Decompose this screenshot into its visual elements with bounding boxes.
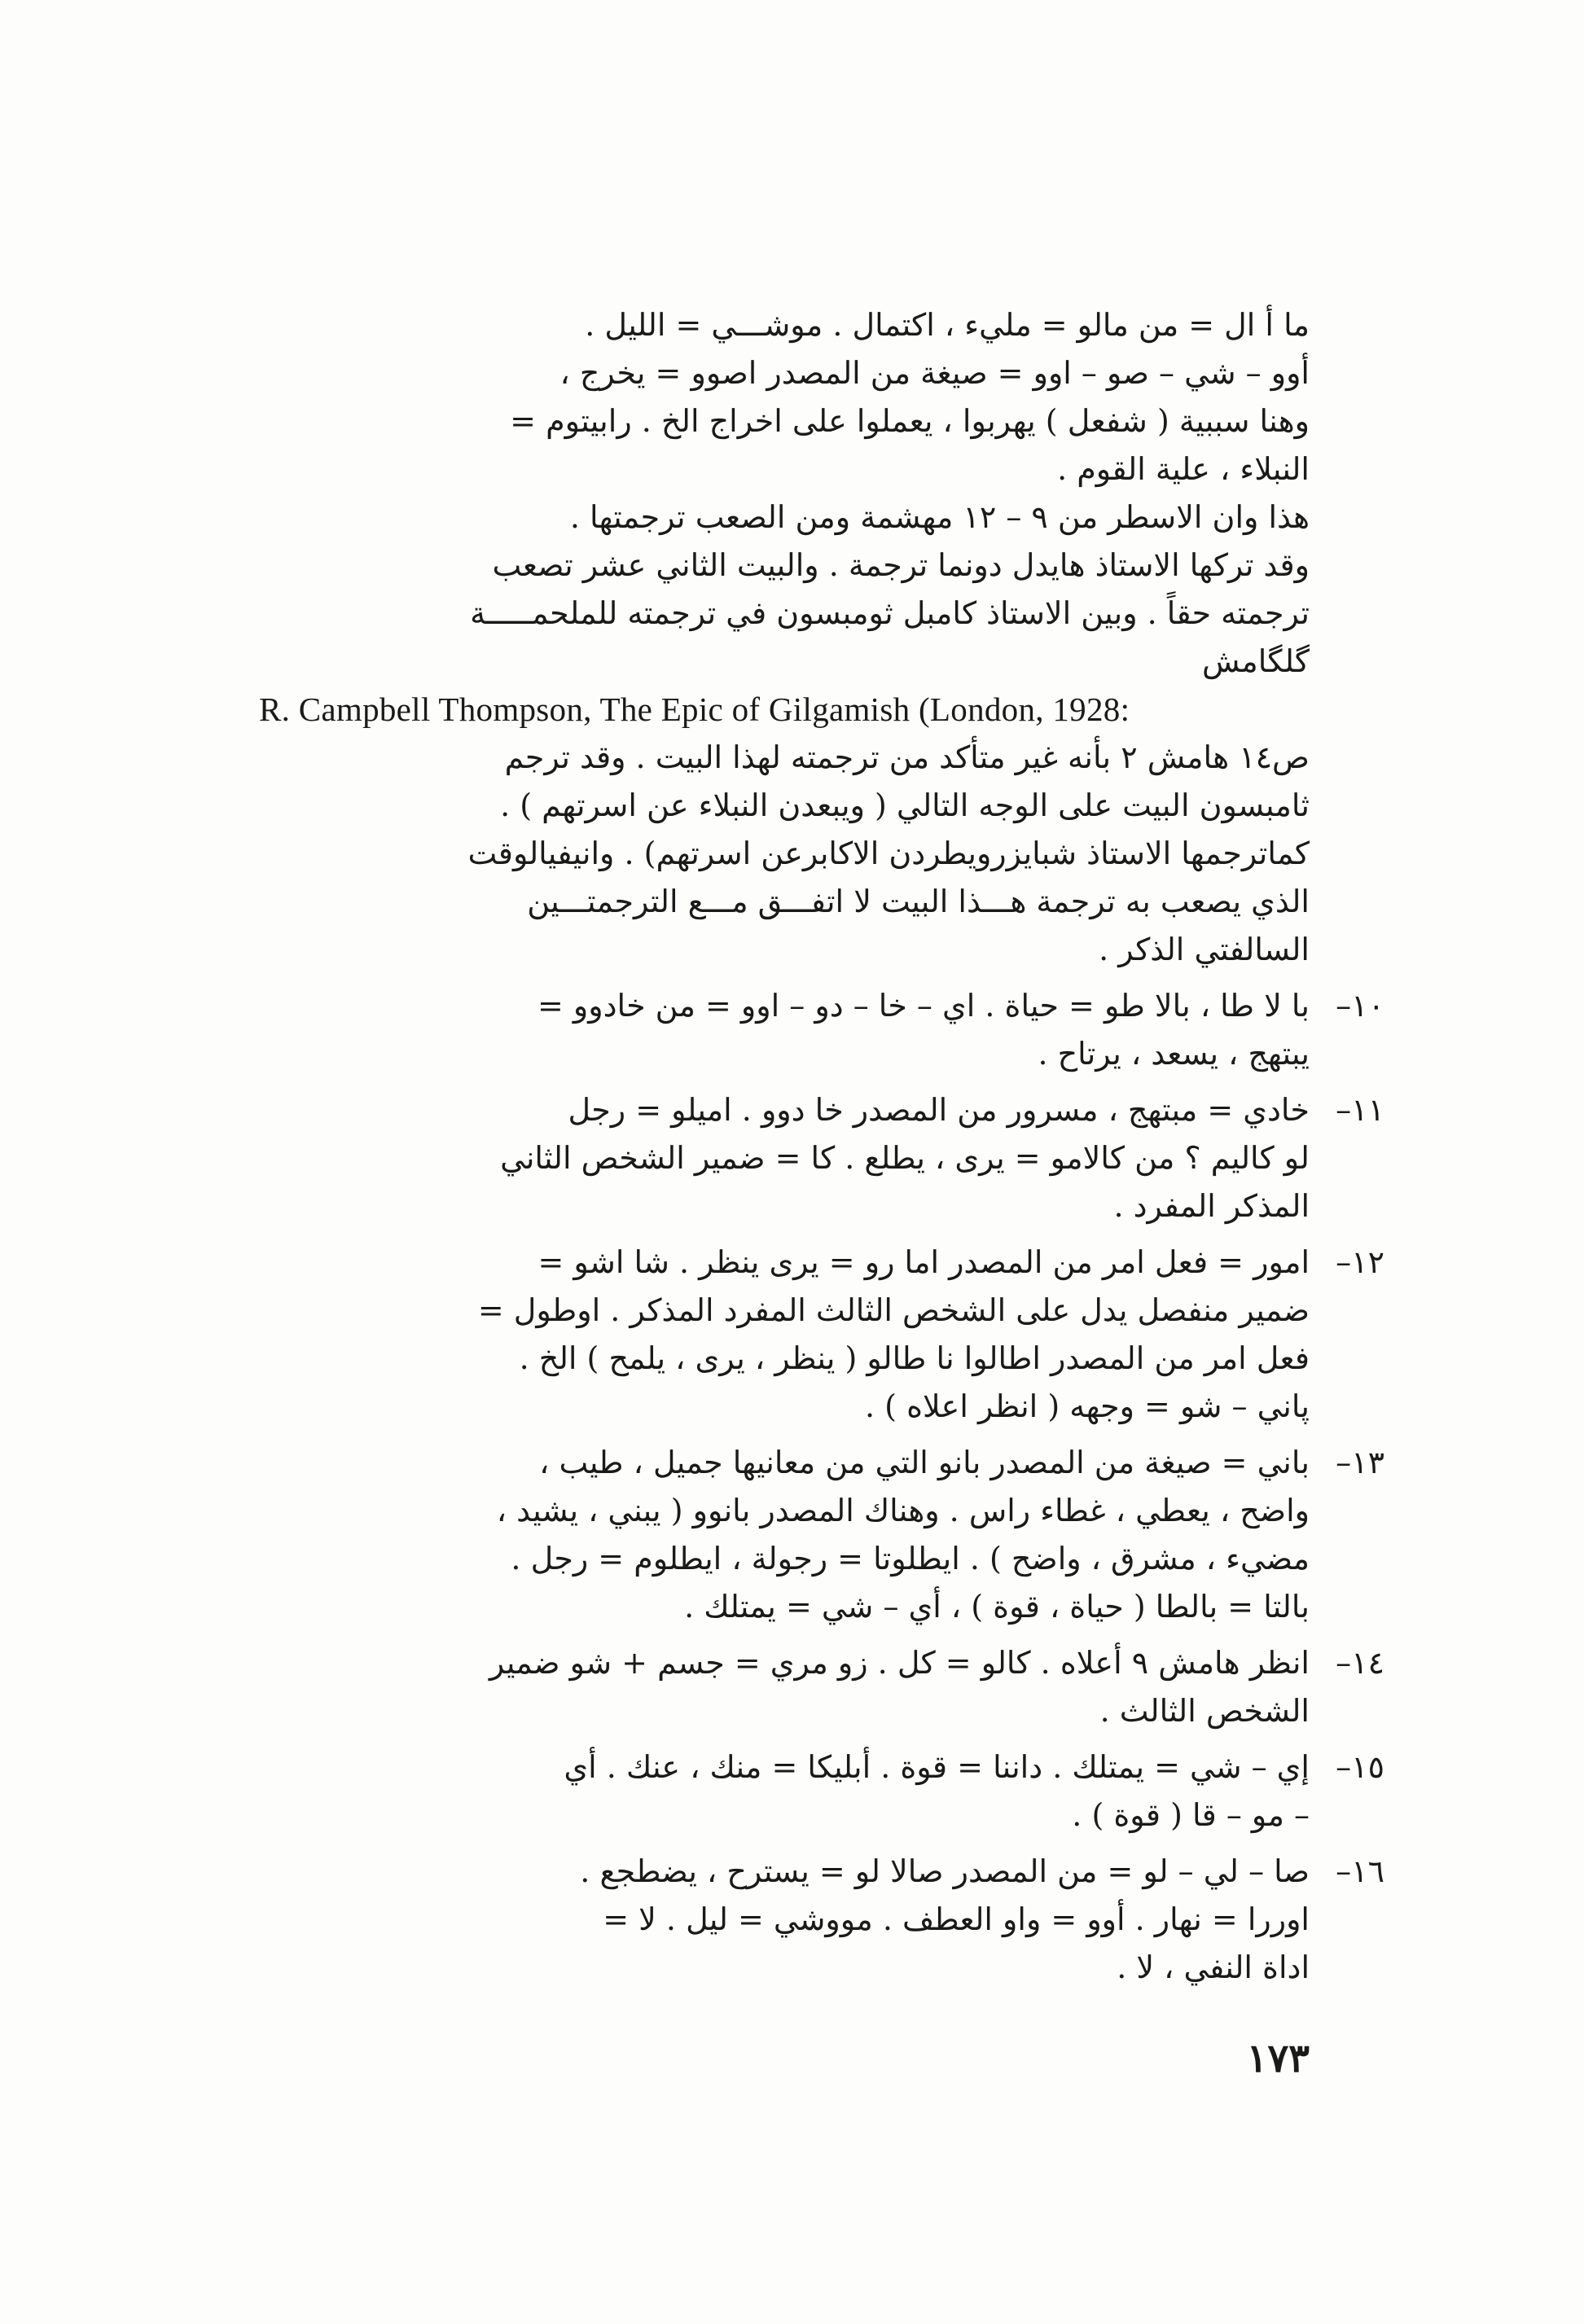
text-line: الشخص الثالث .: [1099, 1693, 1310, 1729]
page-number: ١٧٣: [1246, 2036, 1310, 2081]
footnote-number: ١٢–: [1336, 1244, 1384, 1280]
text-line: اوررا = نهار . أوو = واو العطف . مووشي = ليل . لا =: [603, 1901, 1310, 1937]
text-line: صا – لي – لو = من المصدر صالا لو = يسترح ، يضطجع .: [580, 1853, 1310, 1889]
text-line: ما أ ال = من مالو = مليء ، اكتمال . موشـــي = الليل .: [585, 307, 1310, 343]
text-line: باني = صيغة من المصدر بانو التي من معانيها جميل ، طيب ،: [539, 1445, 1310, 1480]
footnote-number: ١٠–: [1336, 988, 1384, 1024]
footnote-12: [259, 1239, 1384, 1431]
text-line: ضمير منفصل يدل على الشخص الثالث المفرد المذكر . اوطول =: [477, 1292, 1310, 1328]
footnote-number: ١١–: [1336, 1092, 1384, 1128]
text-line: پاني – شو = وجهه ( انظر اعلاه ) .: [865, 1388, 1310, 1424]
text-line: با لا طا ، بالا طو = حياة . اي – خا – دو – اوو = من خادوو =: [537, 988, 1310, 1024]
text-line: مضيء ، مشرق ، واضح ) . ايطلوتا = رجولة ، ايطلوم = رجل .: [511, 1541, 1310, 1576]
text-line: انظر هامش ٩ أعلاه . كالو = كل . زو مري = جسم + شو ضمير: [489, 1645, 1310, 1681]
text-line: هذا وان الاسطر من ٩ – ١٢ مهشمة ومن الصعب ترجمتها .: [569, 499, 1310, 535]
footnote-number: ١٦–: [1336, 1853, 1384, 1889]
text-line: المذكر المفرد .: [1113, 1188, 1310, 1224]
text-line: گلگامش: [1201, 643, 1310, 679]
footnote-15: [259, 1743, 1384, 1839]
footnote-13: [259, 1439, 1384, 1631]
text-line: – مو – قا ( قوة ) .: [1072, 1797, 1310, 1833]
footnote-16: [259, 1848, 1384, 1992]
text-line: السالفتي الذكر .: [1099, 932, 1310, 967]
text-line: الذي يصعب به ترجمة هـــذا البيت لا اتفـــق مـــع الترجمتـــين: [527, 884, 1310, 919]
text-line: واضح ، يعطي ، غطاء راس . وهناك المصدر بانوو ( يبني ، يشيد ،: [496, 1493, 1310, 1528]
footnote-10: [259, 982, 1384, 1078]
text-line: النبلاء ، علية القوم .: [1057, 451, 1310, 487]
intro-paragraph: [259, 301, 1310, 686]
footnote-11: [259, 1086, 1384, 1230]
text-line: خادي = مبتهج ، مسرور من المصدر خا دوو . اميلو = رجل: [568, 1092, 1310, 1128]
text-line: اداة النفي ، لا .: [1117, 1949, 1310, 1985]
page-text: [259, 301, 1384, 1992]
text-line: وقد تركها الاستاذ هايدل دونما ترجمة . والبيت الثاني عشر تصعب: [492, 547, 1310, 583]
text-line: فعل امر من المصدر اطالوا نا طالو ( ينظر ، يرى ، يلمح ) الخ .: [519, 1340, 1310, 1376]
text-line: ثامبسون البيت على الوجه التالي ( ويبعدن النبلاء عن اسرتهم ) .: [500, 787, 1310, 823]
text-line: ترجمته حقاً . وبين الاستاذ كامبل ثومبسون في ترجمته للملحمـــــة: [470, 595, 1310, 631]
text-line: كماترجمها الاستاذ شبايزرويطردن الاكابرعن اسرتهم) . وانيفيالوقت: [467, 835, 1310, 871]
footnote-number: ١٤–: [1336, 1645, 1384, 1681]
citation-line: R. Campbell Thompson, The Epic of Gilgamish (London, 1928:: [259, 691, 1130, 728]
text-line: ص١٤ هامش ٢ بأنه غير متأكد من ترجمته لهذا البيت . وقد ترجم: [504, 739, 1310, 775]
text-line: أوو – شي – صو – اوو = صيغة من المصدر اصوو = يخرج ،: [559, 355, 1310, 391]
citation-paragraph: [259, 734, 1310, 974]
text-line: بالتا = بالطا ( حياة ، قوة ) ، أي – شي = يمتلك .: [684, 1589, 1310, 1625]
text-line: وهنا سببية ( شفعل ) يهربوا ، يعملوا على اخراج الخ . رابيتوم =: [510, 403, 1310, 439]
text-line: يبتهج ، يسعد ، يرتاح .: [1038, 1036, 1310, 1072]
footnote-number: ١٣–: [1336, 1445, 1384, 1480]
text-line: إي – شي = يمتلك . داننا = قوة . أبليكا = منك ، عنك . أي: [564, 1749, 1310, 1785]
footnote-number: ١٥–: [1336, 1749, 1384, 1785]
text-line: امور = فعل امر من المصدر اما رو = يرى ينظر . شا اشو =: [538, 1244, 1310, 1280]
footnote-14: [259, 1639, 1384, 1735]
text-line: لو كاليم ؟ من كالامو = يرى ، يطلع . كا = ضمير الشخص الثاني: [500, 1140, 1310, 1176]
